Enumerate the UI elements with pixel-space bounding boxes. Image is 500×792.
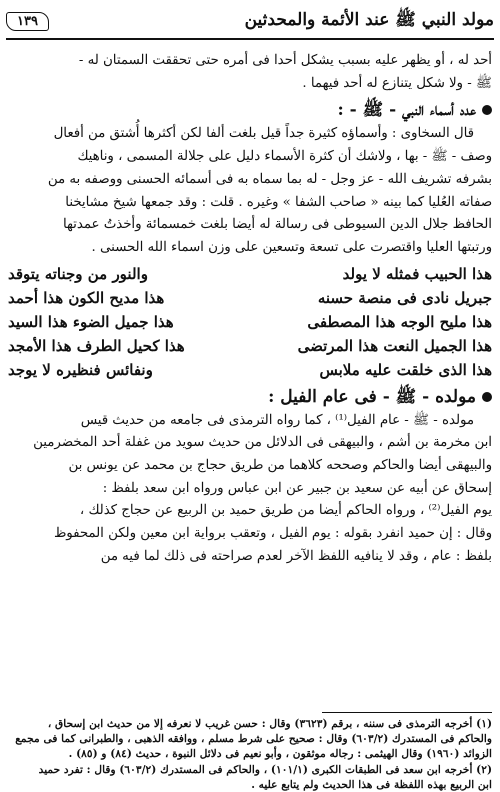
verse-second-half: ونفائس فنظيره لا يوجد (8, 360, 153, 379)
footnote-line: والحاكم فى المستدرك (٦٠٣/٢) وقال : صحيح على شرط مسلم ، ووافقه الذهبى ، والطبرانى كما فى مجمع (15, 732, 492, 746)
main-text (8, 50, 492, 569)
section-heading-text: مولده - ﷺ - فى عام الفيل : (268, 386, 476, 407)
paragraph-line: بلفظ : عام ، وقد لا ينافيه اللفظ الآخر لعدم صراحته فى ذلك لما فيه من (100, 548, 492, 564)
paragraph-line: وصف - ﷺ - بها ، ولاشك أن كثرة الأسماء دليل على جلالة المسمى ، وناهيك (77, 149, 492, 165)
paragraph-line: قال السخاوى : وأسماؤه كثيرة جداً قيل بلغت ألفا لكن أكثرها أُشتق من أفعال (53, 126, 474, 142)
verse-second-half: هذا جميل الضوء هذا السيد (8, 312, 174, 331)
section-heading-text: عدد أسماء النبي - ﷺ - : (337, 100, 476, 121)
paragraph-line: وقال : إن حميد انفرد بقوله : يوم الفيل ، وتعقب برواية ابن معين ولكن المحفوظ (53, 526, 492, 542)
page-header (6, 4, 494, 40)
verse-first-half: هذا الذى خلقت عليه ملابس (319, 360, 492, 379)
verse-second-half: هذا مديح الكون هذا أحمد (8, 288, 165, 307)
bullet-icon (482, 392, 492, 402)
footnote-divider (322, 712, 492, 713)
running-title: مولد النبي ﷺ عند الأئمة والمحدثين (244, 9, 494, 30)
poem-verse (8, 286, 492, 310)
paragraph-line: إسحاق عن أبيه عن سعيد بن جبير عن ابن عباس ورواه ابن سعد بلفظ : (102, 480, 492, 496)
footnote-line: (١) أخرجه الترمذى فى سننه ، برقم (٣٦٢٣) وقال : حسن غريب لا نعرفه إلا من حديث ابن إسحاق ، (47, 717, 492, 730)
poem-verse (8, 262, 492, 286)
footnote-line: الزوائد (١٩٦٠) وقال الهيثمى : رجاله موثقون ، وأبو نعيم فى دلائل النبوة ، حديث (٨٤) و (٨٥) . (68, 747, 492, 761)
verse-first-half: جبريل نادى فى منصة حسنه (317, 288, 492, 307)
verse-first-half: هذا الحبيب فمثله لا يولد (342, 264, 492, 283)
footnote-line: ابن الربيع بهذه اللفظة فى هذا الحديث ولم يتابع عليه . (251, 777, 492, 791)
verse-second-half: والنور من وجناته يتوقد (8, 264, 148, 283)
paragraph-line: يوم الفيل⁽²⁾ ، ورواه الحاكم أيضا من طريق حميد بن الربيع عن حجاج كذلك ، (79, 503, 492, 519)
paragraph-line: بشرفه تشريف الله - عز وجل - له بما سماه به فى أسمائه الحسنى ووصفه به من (47, 171, 492, 187)
footnotes (8, 716, 492, 792)
bullet-icon (482, 105, 492, 115)
paragraph-line: ابن مخرمة بن أشم ، والبيهقى فى الدلائل من حديث سويد من غفلة أحد المخضرمين (33, 435, 492, 451)
paragraph-line: صفاته العُليا كما بينه « صاحب الشفا » وغيره . قلت : وقد جمعها شيخ مشايخنا (65, 194, 492, 210)
section-heading-names (8, 97, 492, 123)
paragraph-line: الحافظ جلال الدين السيوطى فى رسالة له أيضا بلغت خمسمائة وأخذتُ عمدتها (63, 217, 492, 233)
poem (8, 262, 492, 382)
paragraph-line: مولده - ﷺ - عام الفيل⁽¹⁾ ، كما رواه الترمذى فى جامعه من حديث قيس (80, 412, 474, 428)
poem-verse (8, 310, 492, 334)
verse-first-half: هذا الجميل النعت هذا المرتضى (297, 336, 492, 355)
intro-line: ﷺ - ولا شكل يتنازع له أحد فيهما . (302, 75, 492, 91)
intro-line: أحد له ، أو يظهر عليه بسبب يشكل أحدا فى أمره حتى تحققت السمتان له - (78, 53, 492, 68)
footnote-line: (٢) أخرجه ابن سعد فى الطبقات الكبرى (١٠١/١) ، والحاكم فى المستدرك (٦٠٣/٢) وقال : تفرد حميد (38, 762, 492, 776)
paragraph-line: ورتبتها العليا واقتصرت على تسعة وتسعين على وزن اسماء الله الحسنى . (91, 239, 492, 255)
verse-second-half: هذا كحيل الطرف هذا الأمجد (8, 336, 185, 355)
page-number: ١٣٩ (6, 12, 49, 31)
section-heading-birth (8, 384, 492, 410)
poem-verse (8, 358, 492, 382)
verse-first-half: هذا مليح الوجه هذا المصطفى (307, 312, 492, 331)
paragraph-line: والبيهقى أيضا والحاكم وصححه كلاهما من طريق حجاج بن محمد عن يونس بن (68, 458, 492, 474)
poem-verse (8, 334, 492, 358)
